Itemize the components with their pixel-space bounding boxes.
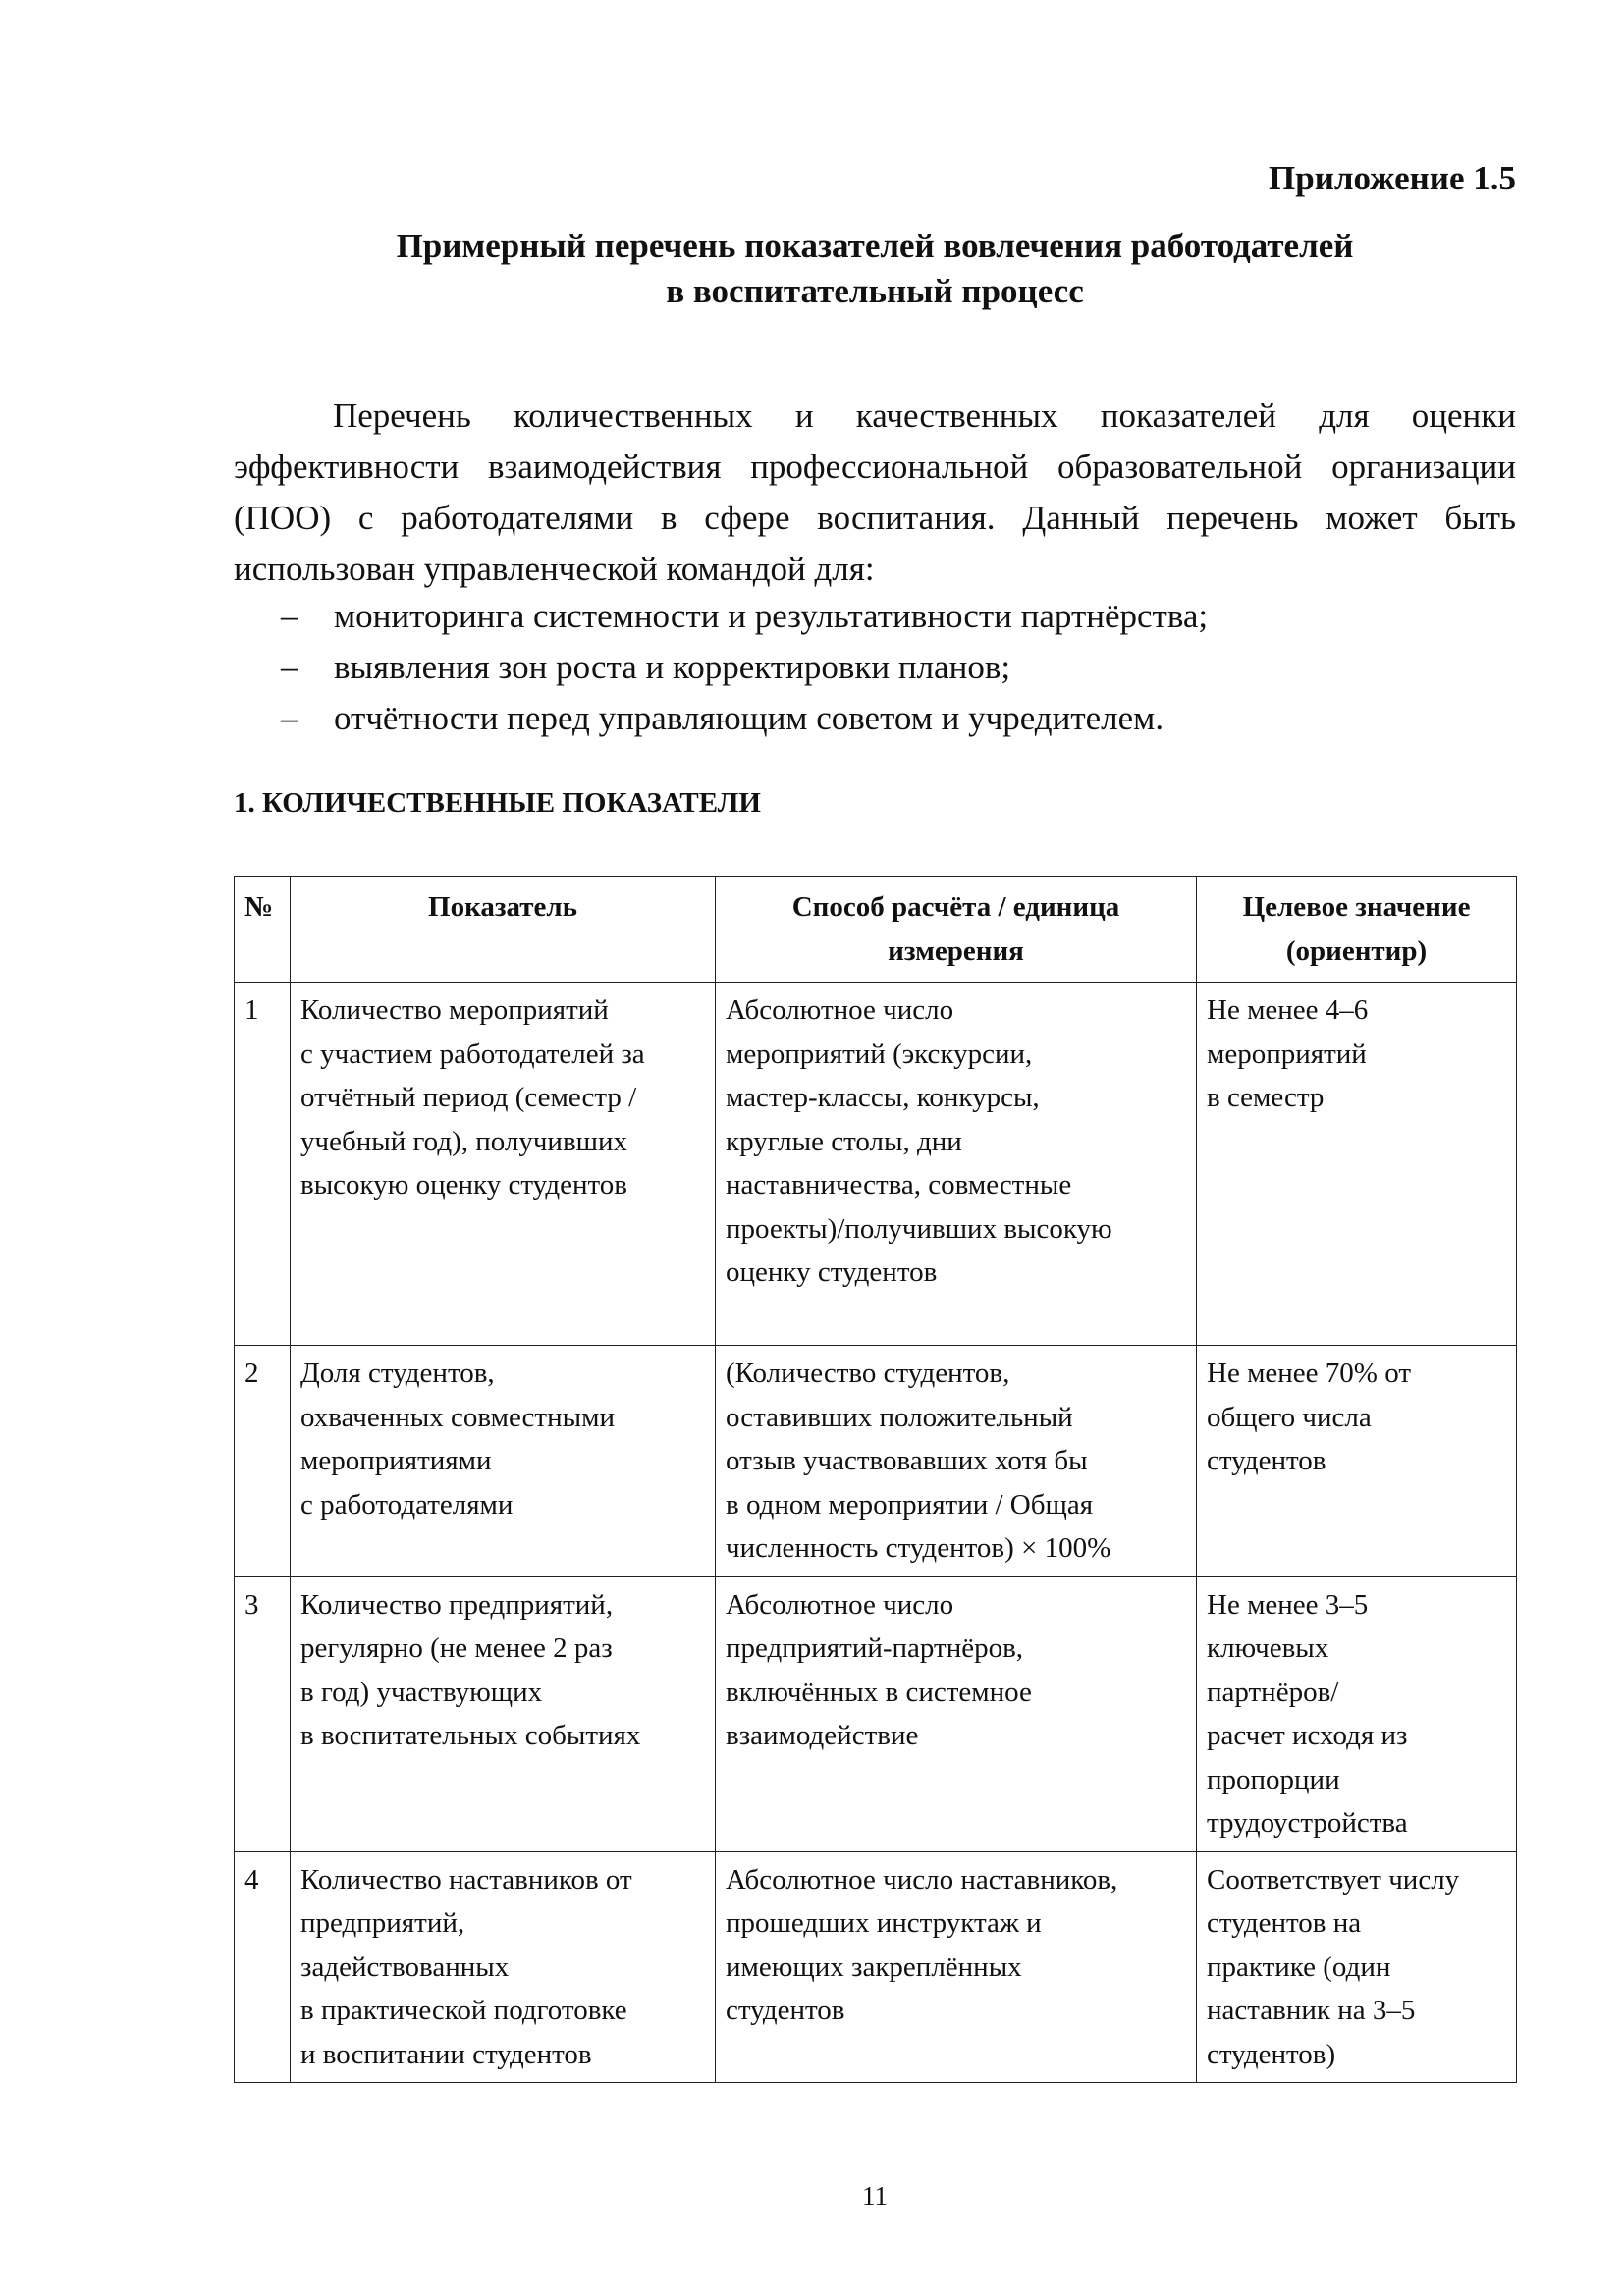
title-line-1: Примерный перечень показателей вовлечения работодателей — [396, 227, 1354, 265]
row-indicator: Количество предприятий, регулярно (не менее 2 раз в год) участвующих в воспитательных событиях — [291, 1576, 716, 1851]
table-row — [235, 983, 1517, 1346]
row-number: 1 — [235, 983, 291, 1346]
bullet-text: выявления зон роста и корректировки планов; — [334, 648, 1011, 686]
row-method: (Количество студентов, оставивших положительный отзыв участвовавших хотя бы в одном мероприятии / Общая численность студентов) × 100% — [716, 1346, 1197, 1577]
row-target: Не менее 3–5 ключевых партнёров/ расчет исходя из пропорции трудоустройства — [1197, 1576, 1517, 1851]
bullet-item — [234, 642, 1516, 693]
bullet-list — [234, 591, 1516, 744]
row-number: 2 — [235, 1346, 291, 1577]
row-indicator: Количество наставников от предприятий, задействованных в практической подготовке и воспитании студентов — [291, 1851, 716, 2083]
table-row — [235, 1576, 1517, 1851]
row-indicator: Доля студентов, охваченных совместными мероприятиями с работодателями — [291, 1346, 716, 1577]
section-heading: 1. КОЛИЧЕСТВЕННЫЕ ПОКАЗАТЕЛИ — [234, 787, 761, 819]
bullet-marker: – — [281, 597, 298, 635]
row-target: Не менее 4–6 мероприятий в семестр — [1197, 983, 1517, 1346]
row-number: 3 — [235, 1576, 291, 1851]
document-title — [234, 224, 1516, 314]
title-line-2: в воспитательный процесс — [666, 272, 1084, 310]
intro-paragraph: Перечень количественных и качественных показателей для оценки эффективности взаимодействия профессиональной образовательной организации (ПОО) с работодателями в сфере воспитания. Данный перечень может быть использован управленческой командой для: — [234, 397, 1516, 588]
row-method: Абсолютное число предприятий-партнёров, включённых в системное взаимодействие — [716, 1576, 1197, 1851]
row-method: Абсолютное число мероприятий (экскурсии, мастер-классы, конкурсы, круглые столы, дни наставничества, совместные проекты)/получивших высокую оценку студентов — [716, 983, 1197, 1346]
row-target: Соответствует числу студентов на практике (один наставник на 3–5 студентов) — [1197, 1851, 1517, 2083]
bullet-marker: – — [281, 699, 298, 737]
header-indicator: Показатель — [291, 877, 716, 983]
header-method: Способ расчёта / единица измерения — [716, 877, 1197, 983]
page-number: 11 — [862, 2181, 888, 2211]
document-page — [234, 0, 1516, 2296]
bullet-text: мониторинга системности и результативности партнёрства; — [334, 597, 1209, 635]
table-row — [235, 1851, 1517, 2083]
table-header-row — [235, 877, 1517, 983]
row-target: Не менее 70% от общего числа студентов — [1197, 1346, 1517, 1577]
bullet-item — [234, 693, 1516, 744]
header-target: Целевое значение (ориентир) — [1197, 877, 1517, 983]
bullet-text: отчётности перед управляющим советом и учредителем. — [334, 699, 1164, 737]
row-number: 4 — [235, 1851, 291, 2083]
indicators-table — [234, 876, 1517, 2083]
row-method: Абсолютное число наставников, прошедших инструктаж и имеющих закреплённых студентов — [716, 1851, 1197, 2083]
bullet-item — [234, 591, 1516, 642]
appendix-label: Приложение 1.5 — [1269, 159, 1516, 197]
bullet-marker: – — [281, 648, 298, 686]
row-indicator: Количество мероприятий с участием работодателей за отчётный период (семестр / учебный год), получивших высокую оценку студентов — [291, 983, 716, 1346]
table-row — [235, 1346, 1517, 1577]
header-number: № — [235, 877, 291, 983]
